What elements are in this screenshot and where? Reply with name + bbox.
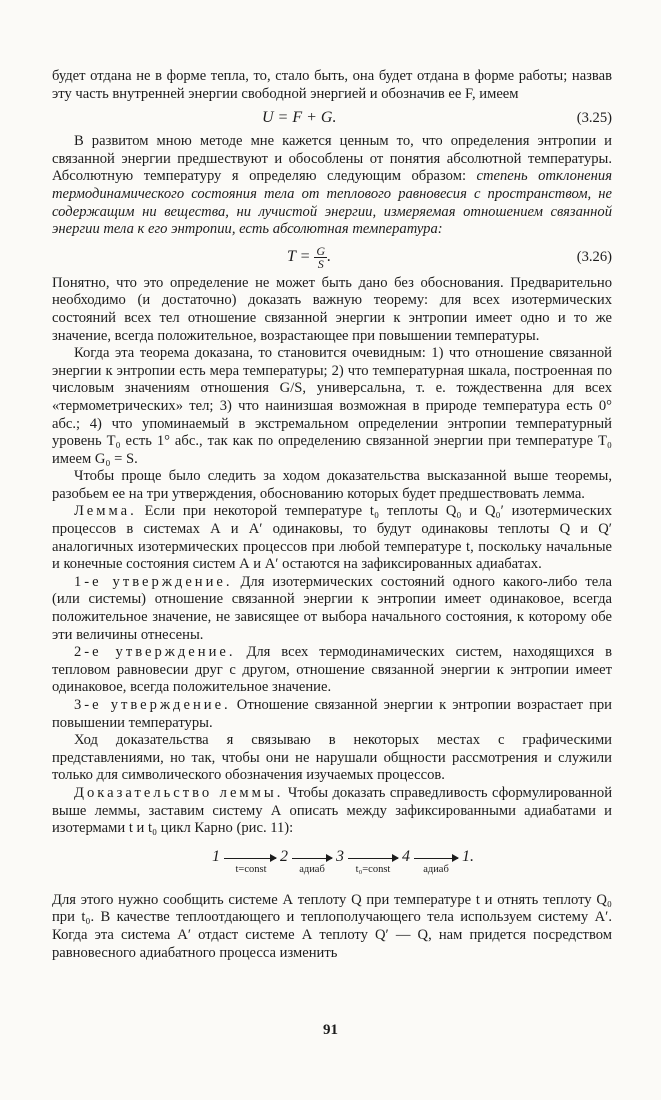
definition-lead: В развитом мною методе мне кажется ценным то, что определения энтропии и связанной энергии предшествуют и обособлены от понятия абсолютной температуры. Абсолютную температуру я определяю следующим образом:: [52, 133, 612, 185]
paragraph-plan: Чтобы проще было следить за ходом доказательства высказанной выше теоремы, разобьем ее на три утверждения, обоснованию которых будет предшествовать лемма.: [52, 468, 612, 502]
paragraph-theorem: Понятно, что это определение не может быть дано без обоснования. Предварительно необходимо (и достаточно) доказать важную теорему: для всех изотермических состояний всех тел отношение связанной энергии к энтропии имеет одно и то же значение, всегда положительное, возрастающее при повышении температуры.: [52, 274, 612, 344]
arrow-icon: [348, 858, 398, 859]
scheme-state-1-return: 1.: [462, 847, 474, 865]
arrow-icon: [292, 858, 332, 859]
equation-3-25: [52, 103, 612, 133]
equation-expression: U = F + G.: [262, 109, 337, 127]
equation-tail: .: [327, 247, 332, 265]
statement-1-text: Для изотермических состояний одного какого-либо тела (или системы) отношение связанной энергии к энтропии имеет одинаковое, всегда положительное значение, не зависящее от выбора начального состояния, к которому обе эти величины отнесены.: [52, 573, 612, 643]
statement-1-heading: 1-е утверждение.: [74, 573, 233, 590]
scheme-label-isotherm-t: t=const: [235, 863, 267, 875]
page-number: 91: [323, 1022, 338, 1038]
scheme-label-isotherm-t0: t₀=const: [355, 863, 391, 875]
scheme-state-3: 3: [336, 847, 344, 865]
scheme-state-4: 4: [402, 847, 410, 865]
scheme-label-adiabat-2: адиаб: [423, 863, 449, 875]
proof-text: Чтобы доказать справедливость сформулированной выше леммы, заставим систему А описать между зафиксированными адиабатами и изотермами t и t₀ цикл Карно (рис. 11):: [52, 784, 612, 837]
equation-expression: [287, 239, 331, 275]
fraction: [314, 245, 327, 270]
statement-3-heading: 3-е утверждение.: [74, 697, 231, 713]
proof-heading: Доказательство леммы.: [74, 784, 284, 801]
fraction-denominator: S: [317, 256, 324, 271]
paragraph-intro: будет отдана не в форме тепла, то, стало быть, она будет отдана в форме работы; назвав эту часть внутренней энергии свободной энергией и обозначив ее F, имеем: [52, 68, 612, 102]
equation-3-26: [52, 239, 612, 275]
arrow-icon: [224, 858, 276, 859]
paragraph-statement-1: [52, 574, 612, 644]
paragraph-heat-transfer: Для этого нужно сообщить системе А теплоту Q при температуре t и отнять теплоту Q₀ при t₀. В качестве теплоотдающего и теплополучающего тела используем систему А′. Когда эта система А′ отдаст системе А теплоту Q′ — Q, нам придется посредством равновесного адиабатного процесса изменить: [52, 891, 612, 961]
statement-2-text: Для всех термодинамических систем, находящихся в тепловом равновесии друг с другом, отношение связанной энергии к энтропии имеет одинаковое, всегда положительное значение.: [52, 644, 612, 696]
paragraph-definition: [52, 133, 612, 239]
fraction-numerator: G: [316, 243, 326, 258]
paragraph-consequences: Когда эта теорема доказана, то становится очевидным: 1) что отношение связанной энергии к энтропии есть мера температуры; 2) что температурная шкала, построенная по числовым значениям отношения G/S, универсальна, т. е. тождественна для всех «термометрических» тел; 3) что наинизшая возможная в природе температура есть 0° абс.; 4) что упоминаемый в экстремальном определении энтропии температурный уровень T₀ есть 1° абс., так как по определению связанной энергии при температуре T₀ имеем G₀ = S.: [52, 345, 612, 467]
text-block-top: [52, 68, 612, 962]
paragraph-method: Ход доказательства я связываю в некоторых местах с графическими представлениями, но так, чтобы они не нарушали общности рассмотрения и служили только для символического обозначения изучаемых процессов.: [52, 732, 612, 784]
scheme-state-1: 1: [212, 847, 220, 865]
lemma-text: Если при некоторой температуре t₀ теплоты Q₀ и Q₀′ изотермических процессов в системах А и А′ одинаковы, то будут одинаковы теплоты Q и Q′ аналогичных изотермических процессов при любой температуре t, поскольку начальные и конечные состояния систем А и А′ остаются на зафиксированных адиабатах.: [52, 503, 612, 573]
scheme-state-2: 2: [280, 847, 288, 865]
carnot-cycle-scheme: [52, 844, 612, 888]
paragraph-statement-2: [52, 644, 612, 697]
lemma-heading: Лемма.: [74, 503, 137, 520]
equation-number: (3.26): [576, 248, 612, 265]
paragraph-lemma: [52, 503, 612, 573]
definition-italic: степень отклонения термодинамического состояния тела от теплового равновесия с пространством, не содержащим ни вещества, ни лучистой энергии, измеряемая отношением связанной энергии тела к его энтропии, есть абсолютная температура:: [52, 168, 612, 238]
arrow-icon: [414, 858, 458, 859]
paragraph-statement-3: [52, 697, 612, 732]
equation-number: (3.25): [576, 110, 612, 127]
paragraph-proof: [52, 785, 612, 838]
statement-2-heading: 2-е утверждение.: [74, 644, 236, 661]
statement-3-text: Отношение связанной энергии к энтропии возрастает при повышении температуры.: [52, 697, 612, 731]
scheme-label-adiabat-1: адиаб: [299, 863, 325, 875]
equation-lhs: T =: [287, 247, 311, 265]
